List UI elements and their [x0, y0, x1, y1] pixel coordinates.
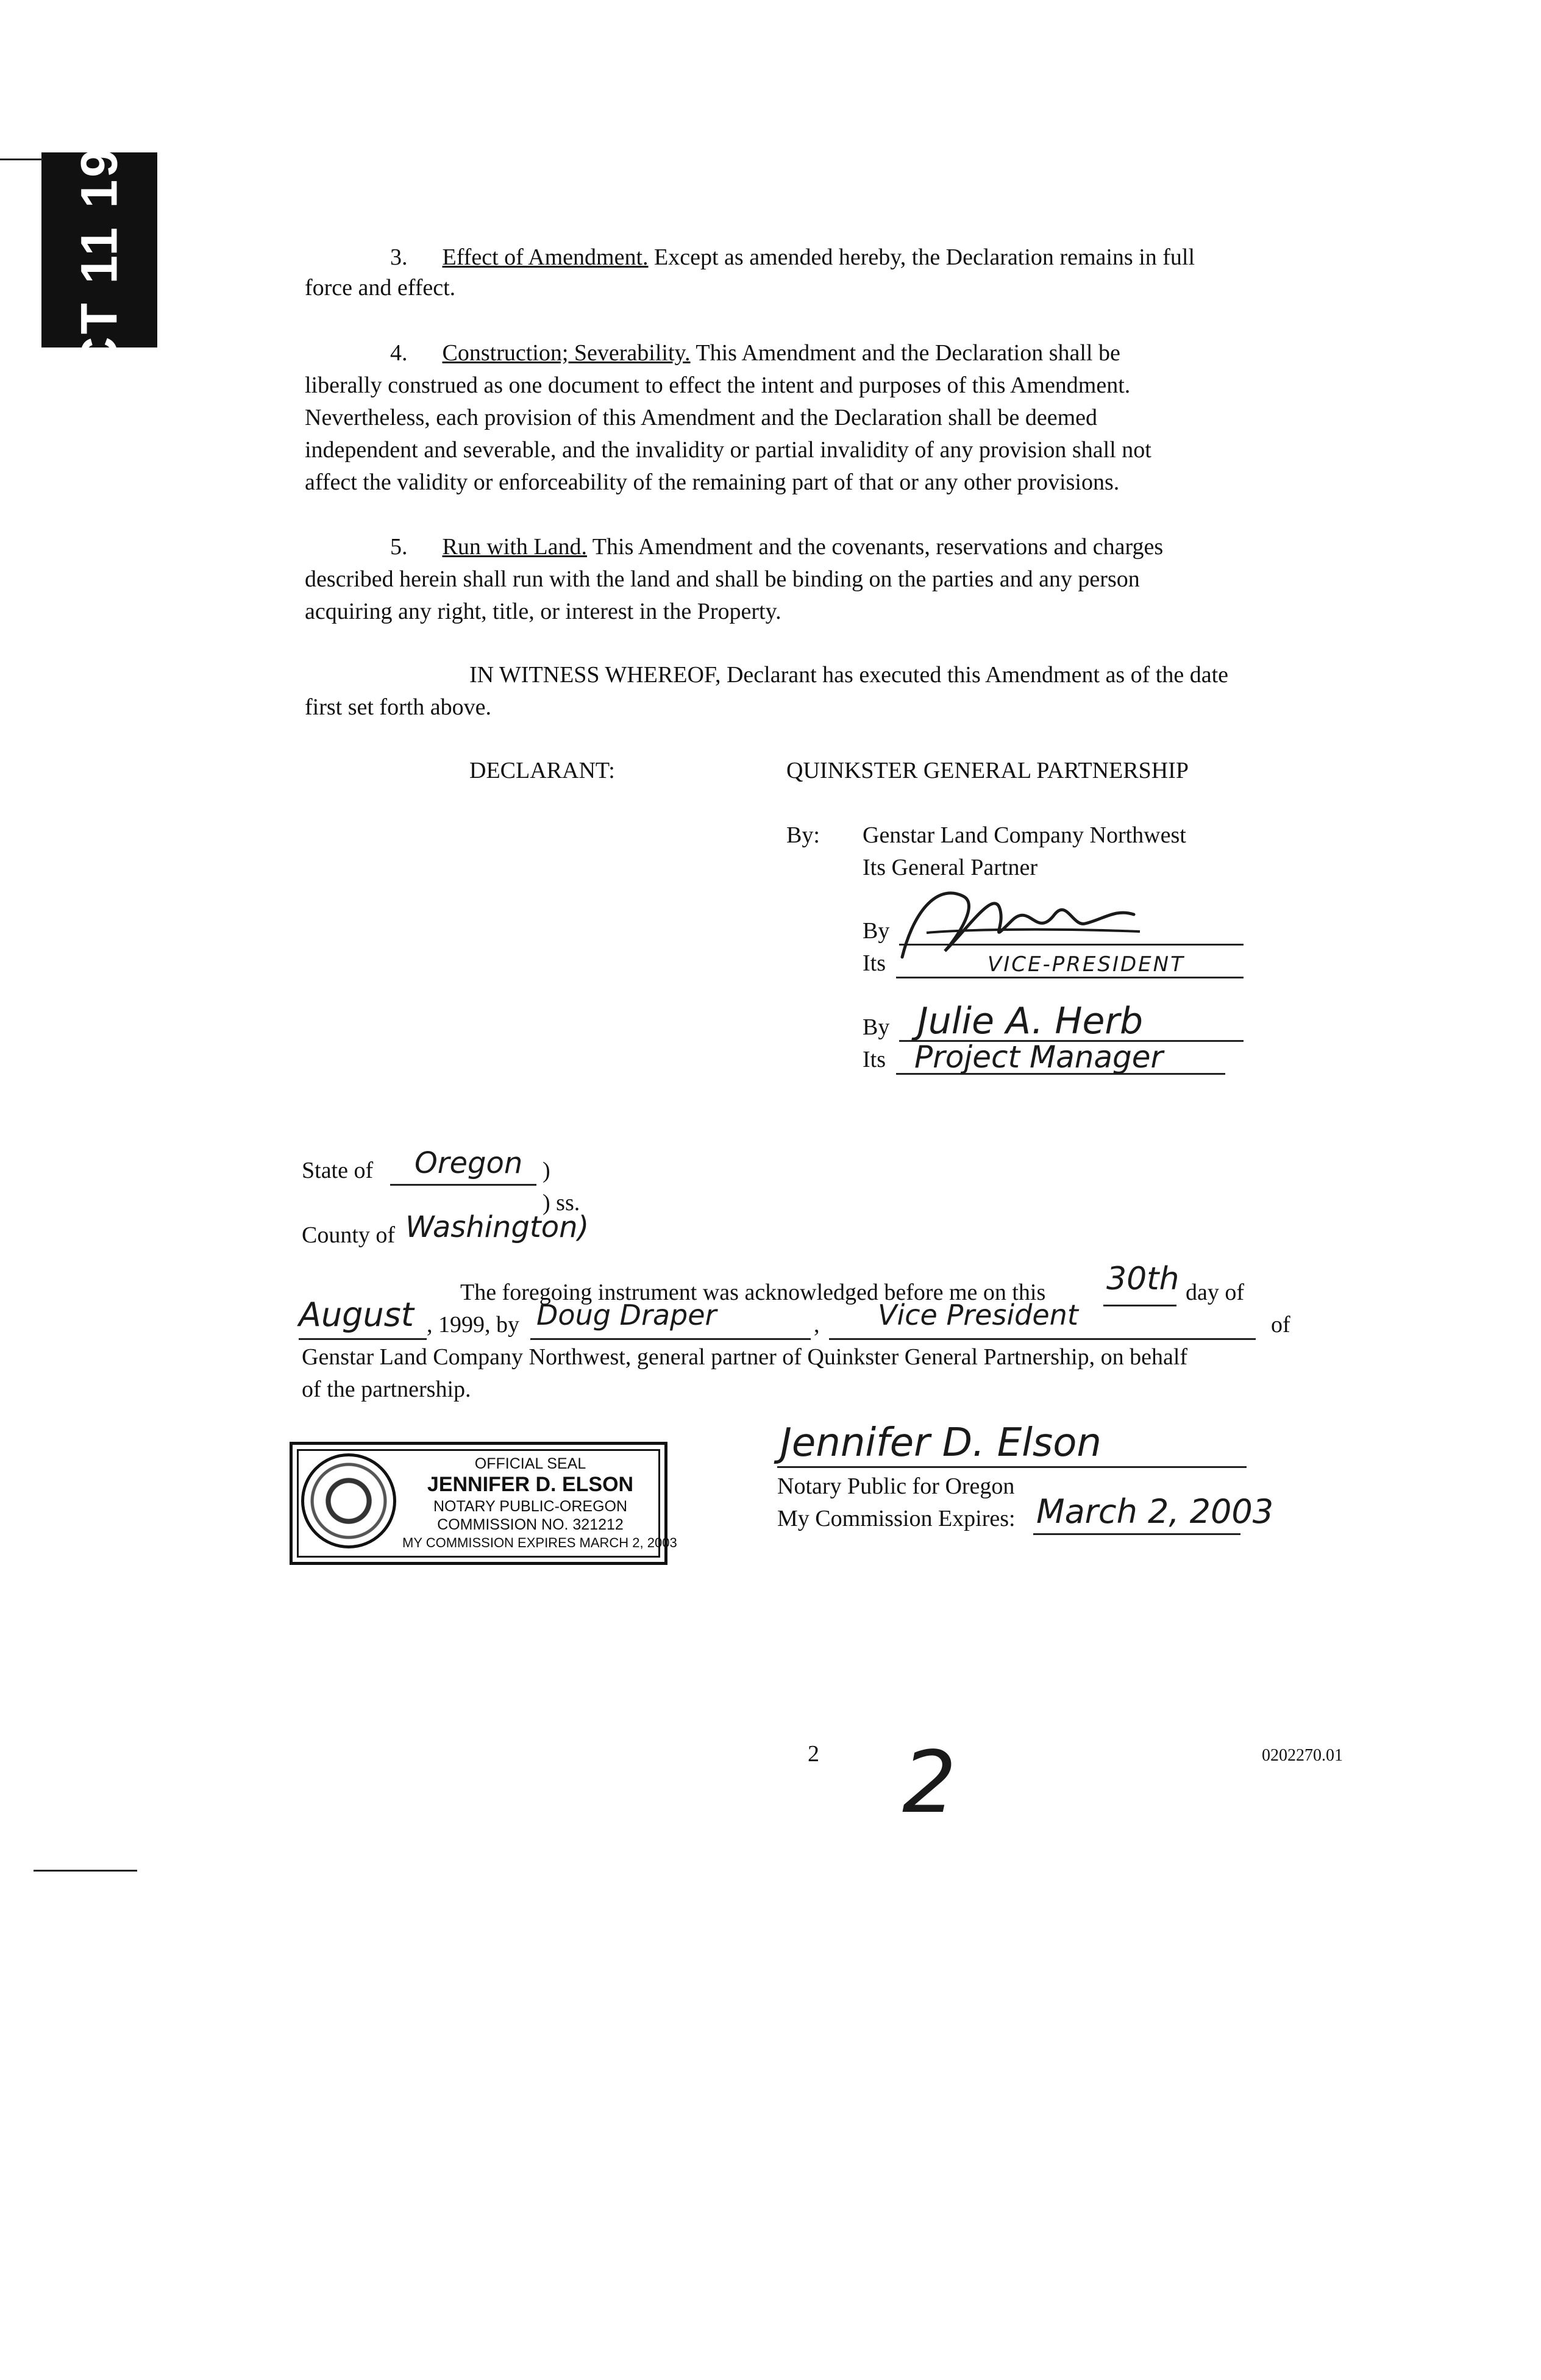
document-number: 0202270.01 — [1262, 1746, 1343, 1765]
scan-mark-bottom — [34, 1870, 137, 1872]
section-4-heading: Construction; Severability. — [442, 340, 691, 366]
section-5-line-1 — [390, 530, 1163, 563]
state-seal-emblem-icon — [301, 1453, 396, 1548]
state-label: State of — [302, 1158, 374, 1183]
section-5-line-2: described herein shall run with the land and shall be binding on the parties and any person — [305, 566, 1140, 592]
county-handwritten: Washington) — [405, 1210, 589, 1244]
commission-line — [1033, 1533, 1240, 1535]
notary-signature: Jennifer D. Elson — [780, 1420, 1101, 1466]
witness-line-1: IN WITNESS WHEREOF, Declarant has executed this Amendment as of the date — [469, 662, 1229, 688]
section-4-line-1 — [390, 337, 1120, 369]
signer2-its-label: Its — [863, 1047, 886, 1072]
section-3-line-2: force and effect. — [305, 275, 456, 301]
section-5-heading: Run with Land. — [442, 534, 587, 560]
ack-day-handwritten: 30th — [1106, 1261, 1180, 1297]
section-3-line-1 — [390, 241, 1195, 274]
signer1-title-handwritten: VICE-PRESIDENT — [988, 952, 1185, 977]
ack-name-handwritten: Doug Draper — [536, 1299, 717, 1331]
signer2-by-label: By — [863, 1014, 890, 1040]
section-3-text: Except as amended hereby, the Declaration remains in full — [648, 244, 1195, 270]
witness-line-2: first set forth above. — [305, 694, 492, 720]
recording-stamp-text: OCT 11 1999 — [70, 84, 128, 416]
state-line — [390, 1184, 536, 1186]
ack-line-2: Genstar Land Company Northwest, general partner of Quinkster General Partnership, on behalf — [302, 1344, 1188, 1370]
state-handwritten: Oregon — [415, 1146, 523, 1180]
section-5-text: This Amendment and the covenants, reservations and charges — [586, 534, 1164, 560]
ack-line-3: of the partnership. — [302, 1377, 471, 1402]
notary-label: Notary Public for Oregon — [777, 1473, 1015, 1499]
seal-line-3: MY COMMISSION EXPIRES MARCH 2, 2003 — [402, 1535, 677, 1550]
signer2-title-handwritten: Project Manager — [914, 1039, 1164, 1075]
seal-line-1: NOTARY PUBLIC-OREGON — [433, 1498, 628, 1515]
ack-month-line — [299, 1338, 427, 1340]
ack-of: of — [1271, 1312, 1290, 1338]
section-4-line-5: affect the validity or enforceability of the remaining part of that or any other provisions. — [305, 469, 1120, 495]
ack-comma: , — [814, 1312, 820, 1338]
ack-day-of: day of — [1186, 1280, 1245, 1305]
handwritten-page-number: 2 — [902, 1733, 957, 1833]
ack-month-handwritten: August — [299, 1295, 414, 1334]
page-number: 2 — [808, 1741, 819, 1767]
signer1-its-line — [896, 977, 1244, 978]
section-5-line-3: acquiring any right, title, or interest in the Property. — [305, 599, 781, 624]
section-3-heading: Effect of Amendment. — [442, 244, 649, 270]
section-5-number: 5. — [390, 534, 408, 560]
company-name: Genstar Land Company Northwest — [863, 822, 1186, 848]
commission-handwritten: March 2, 2003 — [1036, 1492, 1274, 1531]
signer1-its-label: Its — [863, 950, 886, 976]
section-4-number: 4. — [390, 340, 408, 366]
partnership-name: QUINKSTER GENERAL PARTNERSHIP — [786, 758, 1189, 783]
section-4-line-4: independent and severable, and the invalidity or partial invalidity of any provision shall not — [305, 437, 1151, 463]
notary-seal — [290, 1442, 677, 1565]
commission-label: My Commission Expires: — [777, 1506, 1016, 1531]
ack-day-line — [1103, 1305, 1176, 1306]
company-role: Its General Partner — [863, 855, 1037, 880]
declarant-label: DECLARANT: — [469, 758, 615, 783]
ss-label: ) ss. — [543, 1190, 580, 1216]
county-label: County of — [302, 1222, 396, 1248]
notary-signature-line — [777, 1466, 1247, 1468]
signer1-by-label: By — [863, 918, 890, 944]
state-paren: ) — [543, 1158, 550, 1183]
signer2-signature: Julie A. Herb — [917, 1000, 1144, 1042]
ack-title-handwritten: Vice President — [878, 1299, 1078, 1331]
seal-notary-name: JENNIFER D. ELSON — [427, 1473, 634, 1496]
section-4-line-3: Nevertheless, each provision of this Amendment and the Declaration shall be deemed — [305, 405, 1098, 430]
ack-year: , 1999, by — [427, 1312, 519, 1338]
section-4-text: This Amendment and the Declaration shall be — [690, 340, 1120, 366]
by-label: By: — [786, 822, 820, 848]
section-4-line-2: liberally construed as one document to effect the intent and purposes of this Amendment. — [305, 372, 1131, 398]
ack-name-line — [530, 1338, 811, 1340]
ack-text-1: The foregoing instrument was acknowledged before me on this — [460, 1280, 1046, 1305]
seal-title: OFFICIAL SEAL — [474, 1455, 586, 1472]
ack-title-line — [829, 1338, 1256, 1340]
seal-line-2: COMMISSION NO. 321212 — [437, 1516, 624, 1533]
section-3-number: 3. — [390, 244, 408, 270]
scan-mark-top — [0, 159, 43, 160]
recording-stamp — [41, 84, 157, 416]
